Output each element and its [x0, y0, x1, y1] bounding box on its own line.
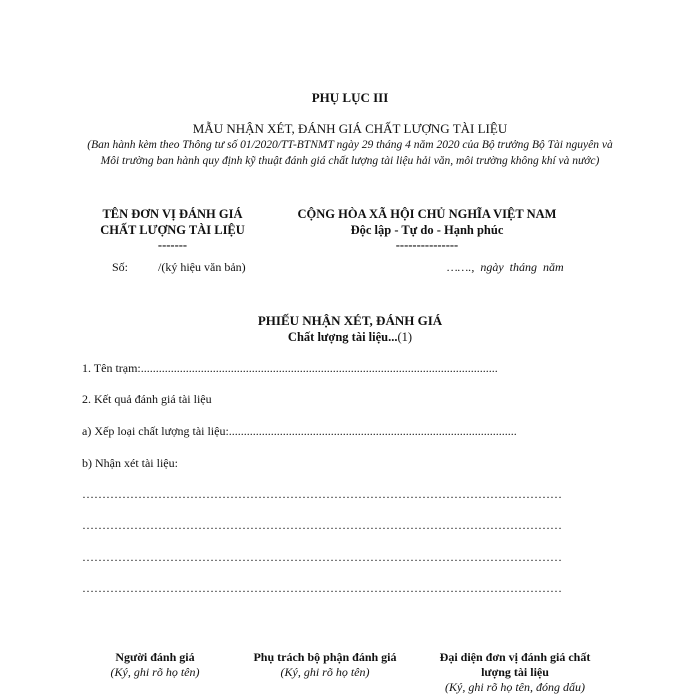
nation-name: CỘNG HÒA XÃ HỘI CHỦ NGHĨA VIỆT NAM: [297, 207, 557, 221]
representative-role-line1: Đại diện đơn vị đánh giá chất: [439, 650, 591, 664]
date-line: ……., ngày tháng năm: [447, 260, 564, 274]
nation-motto: Độc lập - Tự do - Hạnh phúc: [350, 223, 504, 237]
review-title: PHIẾU NHẬN XÉT, ĐÁNH GIÁ: [257, 313, 443, 328]
signature-assessor: [90, 650, 220, 680]
comment-line[interactable]: …………………………………………………………………………………………………………: [82, 518, 562, 532]
signature-representative: [420, 650, 610, 695]
result-heading: 2. Kết quả đánh giá tài liệu: [82, 392, 212, 406]
doc-number-line: [112, 260, 246, 275]
representative-role-line2: lượng tài liệu: [481, 665, 549, 679]
org-divider: -------: [157, 238, 188, 252]
org-name-line1: TÊN ĐƠN VỊ ĐÁNH GIÁ: [102, 207, 243, 221]
assessor-role: Người đánh giá: [115, 650, 195, 664]
org-block: [80, 206, 265, 252]
comment-line[interactable]: …………………………………………………………………………………………………………: [82, 550, 562, 564]
representative-hint: (Ký, ghi rõ họ tên, đóng dấu): [445, 680, 585, 694]
doc-number-value: /(ký hiệu văn bản): [158, 260, 246, 274]
appendix-title: PHỤ LỤC III: [311, 90, 389, 105]
issued-note: (Ban hành kèm theo Thông tư số 01/2020/TT-BTNMT ngày 29 tháng 4 năm 2020 của Bộ trưởng Bộ Tài nguyên và Môi trường ban hành quy định kỹ thuật đánh giá chất lượng tài liệu hải văn, môi trường không khí và nước): [87, 139, 613, 167]
supervisor-hint: (Ký, ghi rõ họ tên): [280, 665, 370, 679]
comment-label: b) Nhận xét tài liệu:: [82, 456, 178, 470]
assessor-hint: (Ký, ghi rõ họ tên): [110, 665, 200, 679]
form-name: MẪU NHẬN XÉT, ĐÁNH GIÁ CHẤT LƯỢNG TÀI LIỆU: [192, 121, 508, 136]
org-name-line2: CHẤT LƯỢNG TÀI LIỆU: [100, 223, 245, 237]
signature-supervisor: [235, 650, 415, 680]
supervisor-role: Phụ trách bộ phận đánh giá: [253, 650, 397, 664]
review-subtitle: Chất lượng tài liệu...: [287, 330, 398, 344]
review-note-ref: (1): [397, 330, 413, 344]
nation-divider: ---------------: [395, 238, 459, 252]
doc-number-label: Số:: [112, 260, 129, 274]
review-subtitle-line: [0, 329, 700, 345]
grade-field[interactable]: a) Xếp loại chất lượng tài liệu:................................................................................................: [82, 424, 517, 438]
comment-line[interactable]: …………………………………………………………………………………………………………: [82, 487, 562, 501]
comment-line[interactable]: …………………………………………………………………………………………………………: [82, 581, 562, 595]
station-field[interactable]: 1. Tên trạm:.......................................................................................................................: [82, 361, 498, 375]
review-title-block: [0, 313, 700, 345]
nation-block: [262, 206, 592, 252]
